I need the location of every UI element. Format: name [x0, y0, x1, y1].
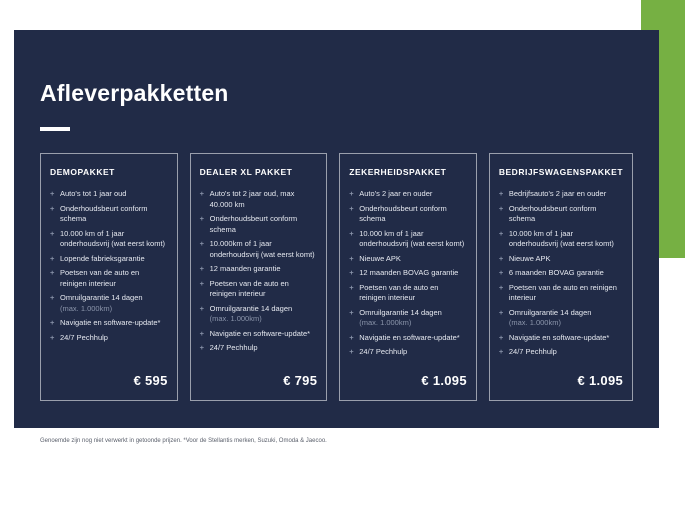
- feature-text: Onderhoudsbeurt conform schema: [60, 203, 148, 223]
- feature-item: [349, 333, 467, 344]
- feature-item: [200, 329, 318, 340]
- feature-item: [200, 239, 318, 260]
- plus-bullet-icon: +: [498, 332, 504, 342]
- plus-bullet-icon: +: [50, 189, 55, 198]
- feature-text: Poetsen van de auto en reinigen interieur: [508, 282, 617, 302]
- feature-item: [499, 283, 623, 304]
- page-title: Afleverpakketten: [40, 80, 229, 106]
- feature-text: Lopende fabrieksgarantie: [60, 253, 145, 263]
- feature-item: [50, 318, 168, 329]
- plus-bullet-icon: +: [349, 228, 354, 238]
- plus-bullet-icon: +: [50, 203, 55, 213]
- plus-bullet-icon: +: [199, 328, 205, 338]
- feature-text: 10.000 km of 1 jaar onderhoudsvrij (wat eerst komt): [60, 228, 166, 248]
- feature-item: [50, 189, 168, 200]
- feature-text: Navigatie en software-update*: [508, 332, 610, 342]
- footnote: Genoemde zijn nog niet verwerkt in getoonde prijzen. *Voor de Stellantis merken, Suzuki, Omoda & Jaecoo.: [40, 438, 327, 444]
- feature-item: [50, 268, 168, 289]
- feature-text: 12 maanden BOVAG garantie: [359, 268, 459, 277]
- feature-text: Auto's tot 1 jaar oud: [60, 189, 127, 198]
- feature-item: [349, 229, 467, 250]
- plus-bullet-icon: +: [50, 253, 55, 263]
- feature-item: [499, 254, 623, 265]
- feature-note: (max. 1.000km): [359, 318, 412, 327]
- plus-bullet-icon: +: [199, 343, 205, 352]
- package-title: DEMOPAKKET: [50, 167, 115, 177]
- plus-bullet-icon: +: [199, 214, 205, 223]
- package-title: ZEKERHEIDSPAKKET: [349, 167, 447, 177]
- plus-bullet-icon: +: [349, 268, 354, 277]
- package-card-zekerheidspakket: [339, 153, 477, 401]
- feature-text: Omruilgarantie 14 dagen: [209, 303, 293, 313]
- feature-item: [349, 204, 467, 225]
- slide-background: [14, 30, 659, 428]
- plus-bullet-icon: +: [349, 253, 354, 263]
- package-card-dealer-xl-pakket: [190, 153, 328, 401]
- feature-text: Onderhoudsbeurt conform schema: [209, 214, 298, 234]
- feature-text: 12 maanden garantie: [209, 264, 281, 273]
- feature-text: Navigatie en software-update*: [359, 332, 460, 342]
- plus-bullet-icon: +: [349, 282, 354, 292]
- plus-bullet-icon: +: [498, 268, 504, 277]
- feature-note: (max. 1.000km): [60, 303, 113, 313]
- feature-text: 10.000 km of 1 jaar onderhoudsvrij (wat eerst komt): [508, 228, 614, 248]
- feature-item: [200, 279, 318, 300]
- feature-item: [349, 308, 467, 329]
- feature-item: [349, 268, 467, 279]
- package-cards: [40, 153, 633, 401]
- feature-text: 24/7 Pechhulp: [359, 347, 408, 356]
- plus-bullet-icon: +: [199, 264, 205, 273]
- package-price: € 1.095: [577, 373, 624, 388]
- feature-item: [200, 304, 318, 325]
- plus-bullet-icon: +: [498, 282, 504, 292]
- feature-text: Auto's 2 jaar en ouder: [359, 189, 433, 198]
- feature-item: [200, 343, 318, 354]
- feature-item: [499, 189, 623, 200]
- feature-list: [50, 189, 168, 347]
- plus-bullet-icon: +: [50, 268, 55, 277]
- feature-text: 10.000km of 1 jaar onderhoudsvrij (wat eerst komt): [209, 239, 315, 259]
- plus-bullet-icon: +: [199, 278, 205, 288]
- feature-list: [349, 189, 467, 362]
- plus-bullet-icon: +: [50, 318, 55, 327]
- feature-note: (max. 1.000km): [508, 318, 561, 327]
- plus-bullet-icon: +: [50, 293, 55, 302]
- plus-bullet-icon: +: [199, 189, 205, 198]
- feature-item: [349, 189, 467, 200]
- plus-bullet-icon: +: [349, 347, 354, 356]
- feature-text: Bedrijfsauto's 2 jaar en ouder: [508, 189, 607, 198]
- package-price: € 795: [283, 373, 318, 388]
- feature-text: 24/7 Pechhulp: [209, 343, 258, 352]
- plus-bullet-icon: +: [50, 332, 55, 342]
- feature-item: [200, 214, 318, 235]
- feature-text: 24/7 Pechhulp: [60, 332, 108, 342]
- plus-bullet-icon: +: [498, 228, 504, 238]
- title-underline: [40, 127, 70, 131]
- feature-note: (max. 1.000km): [209, 314, 262, 323]
- feature-text: Nieuwe APK: [359, 253, 401, 263]
- feature-list: [200, 189, 318, 358]
- feature-text: Poetsen van de auto en reinigen interieur: [359, 282, 439, 302]
- feature-text: Navigatie en software-update*: [60, 318, 161, 327]
- feature-item: [349, 347, 467, 358]
- plus-bullet-icon: +: [498, 347, 504, 356]
- feature-item: [50, 333, 168, 344]
- feature-item: [499, 333, 623, 344]
- feature-text: Auto's tot 2 jaar oud, max 40.000 km: [209, 189, 295, 209]
- feature-item: [200, 189, 318, 210]
- plus-bullet-icon: +: [199, 303, 205, 313]
- feature-text: Onderhoudsbeurt conform schema: [359, 203, 447, 223]
- plus-bullet-icon: +: [349, 189, 354, 198]
- plus-bullet-icon: +: [349, 332, 354, 342]
- plus-bullet-icon: +: [50, 228, 55, 238]
- package-price: € 595: [133, 373, 168, 388]
- feature-item: [50, 254, 168, 265]
- package-card-bedrijfswagenspakket: [489, 153, 633, 401]
- feature-item: [349, 254, 467, 265]
- feature-text: Navigatie en software-update*: [209, 328, 311, 338]
- plus-bullet-icon: +: [498, 203, 504, 213]
- plus-bullet-icon: +: [199, 239, 205, 248]
- feature-item: [349, 283, 467, 304]
- package-title: DEALER XL PAKKET: [199, 167, 293, 177]
- plus-bullet-icon: +: [498, 189, 504, 198]
- feature-item: [499, 268, 623, 279]
- plus-bullet-icon: +: [349, 307, 354, 317]
- feature-item: [499, 347, 623, 358]
- plus-bullet-icon: +: [349, 203, 354, 213]
- feature-list: [499, 189, 623, 362]
- feature-text: Omruilgarantie 14 dagen: [508, 307, 592, 317]
- plus-bullet-icon: +: [498, 307, 504, 317]
- feature-text: 6 maanden BOVAG garantie: [508, 268, 604, 277]
- feature-item: [50, 293, 168, 314]
- feature-item: [499, 204, 623, 225]
- feature-text: Onderhoudsbeurt conform schema: [508, 203, 597, 223]
- feature-text: 10.000 km of 1 jaar onderhoudsvrij (wat eerst komt): [359, 228, 465, 248]
- feature-item: [200, 264, 318, 275]
- plus-bullet-icon: +: [498, 253, 504, 263]
- feature-text: Poetsen van de auto en reinigen interieur: [209, 278, 289, 298]
- feature-text: 24/7 Pechhulp: [508, 347, 557, 356]
- feature-text: Poetsen van de auto en reinigen interieur: [60, 268, 140, 288]
- package-price: € 1.095: [421, 373, 467, 388]
- package-card-demopakket: [40, 153, 178, 401]
- feature-item: [50, 204, 168, 225]
- feature-item: [499, 308, 623, 329]
- package-title: BEDRIJFSWAGENSPAKKET: [498, 167, 624, 177]
- feature-text: Omruilgarantie 14 dagen: [60, 293, 143, 302]
- feature-item: [50, 229, 168, 250]
- feature-text: Omruilgarantie 14 dagen: [359, 307, 442, 317]
- feature-item: [499, 229, 623, 250]
- feature-text: Nieuwe APK: [508, 253, 551, 263]
